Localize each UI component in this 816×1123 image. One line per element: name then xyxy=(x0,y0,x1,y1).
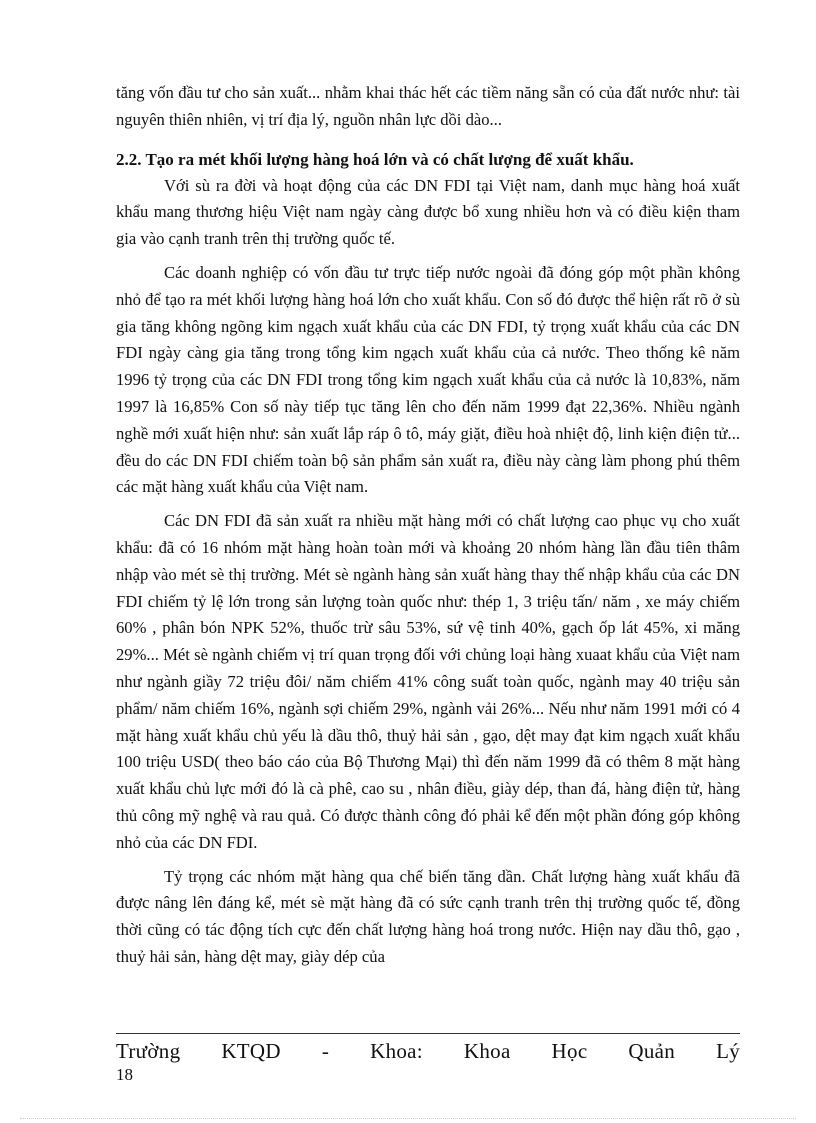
page-bottom-edge xyxy=(20,1118,796,1119)
paragraph-1: Với sù ra đời và hoạt động của các DN FDI tại Việt nam, danh mục hàng hoá xuất khẩu mang thương hiệu Việt nam ngày càng được bổ xung nhiều hơn và có điều kiện tham gia vào cạnh tranh trên thị trường quốc tế. xyxy=(116,175,740,249)
document-body xyxy=(116,80,740,971)
paragraph-3: Các DN FDI đã sản xuất ra nhiều mặt hàng mới có chất lượng cao phục vụ cho xuất khẩu: đã có 16 nhóm mặt hàng hoàn toàn mới và khoảng 20 nhóm hàng lần đầu tiên thâm nhập vào mét sè thị trường. Mét sè ngành hàng sản xuất hàng thay thế nhập khẩu của các DN FDI chiếm tỷ lệ lớn trong sản lượng toàn quốc như: thép 1, 3 triệu tấn/ năm , xe máy chiếm 60% , phân bón NPK 52%, thuốc trừ sâu 53%, sứ vệ tinh 40%, gạch ốp lát 45%, xi măng 29%... Mét sè ngành chiếm vị trí quan trọng đối với chủng loại hàng xuaat khẩu của Việt nam như ngành giầy 72 triệu đôi/ năm chiếm 41% công suất toàn quốc, ngành may 40 triệu sản phẩm/ năm chiếm 16%, ngành sợi chiếm 29%, ngành vải 26%... Nếu như năm 1991 mới có 4 mặt hàng xuất khẩu chủ yếu là dầu thô, thuỷ hải sản , gạo, dệt may đạt kim ngạch xuất khẩu 100 triệu USD( theo báo cáo của Bộ Thương Mại) thì đến năm 1999 đã có thêm 8 mặt hàng xuất khẩu chủ lực mới đó là cà phê, cao su , nhân điều, giày dép, than đá, hàng điện tử, hàng thủ công mỹ nghệ và rau quả. Có được thành công đó phải kể đến một phần đóng góp không nhỏ của các DN FDI. xyxy=(116,511,740,852)
page-number: 18 xyxy=(116,1065,133,1084)
footer-text: Trường KTQD - Khoa: Khoa Học Quản Lý xyxy=(116,1039,740,1063)
footer-divider xyxy=(116,1033,740,1034)
paragraph-2: Các doanh nghiệp có vốn đầu tư trực tiếp nước ngoài đã đóng góp một phần không nhỏ để tạo ra mét khối lượng hàng hoá lớn cho xuất khẩu. Con số đó được thể hiện rất rõ ở sù gia tăng không ngõng kim ngạch xuất khẩu của các DN FDI, tỷ trọng xuất khẩu của các DN FDI ngày càng gia tăng trong tổng kim ngạch xuất khẩu của cả nước. Theo thống kê năm 1996 tỷ trọng của các DN FDI trong tổng kim ngạch xuất khẩu của cả nước là 10,83%, năm 1997 là 16,85% Con số này tiếp tục tăng lên cho đến năm 1999 đạt 22,36%. Nhiều ngành nghề mới xuất hiện như: sản xuất lắp ráp ô tô, máy giặt, điều hoà nhiệt độ, linh kiện điện tử... đều do các DN FDI chiếm toàn bộ sản phẩm sản xuất ra, điều này càng làm phong phú thêm các mặt hàng xuất khẩu của Việt nam. xyxy=(116,262,740,497)
intro-paragraph: tăng vốn đầu tư cho sản xuất... nhằm khai thác hết các tiềm năng sẵn có của đất nước như: tài nguyên thiên nhiên, vị trí địa lý, nguồn nhân lực dồi dào... xyxy=(116,83,740,129)
paragraph-4: Tỷ trọng các nhóm mặt hàng qua chế biến tăng dần. Chất lượng hàng xuất khẩu đã được nâng lên đáng kể, mét sè mặt hàng đã có sức cạnh tranh trên thị trường quốc tế, đồng thời cũng có tác động tích cực đến chất lượng hàng hoá trong nước. Hiện nay dầu thô, gạo , thuỷ hải sản, hàng dệt may, giày dép của xyxy=(116,866,740,966)
section-heading: 2.2. Tạo ra mét khối lượng hàng hoá lớn và có chất lượng để xuất khẩu. xyxy=(116,149,634,169)
